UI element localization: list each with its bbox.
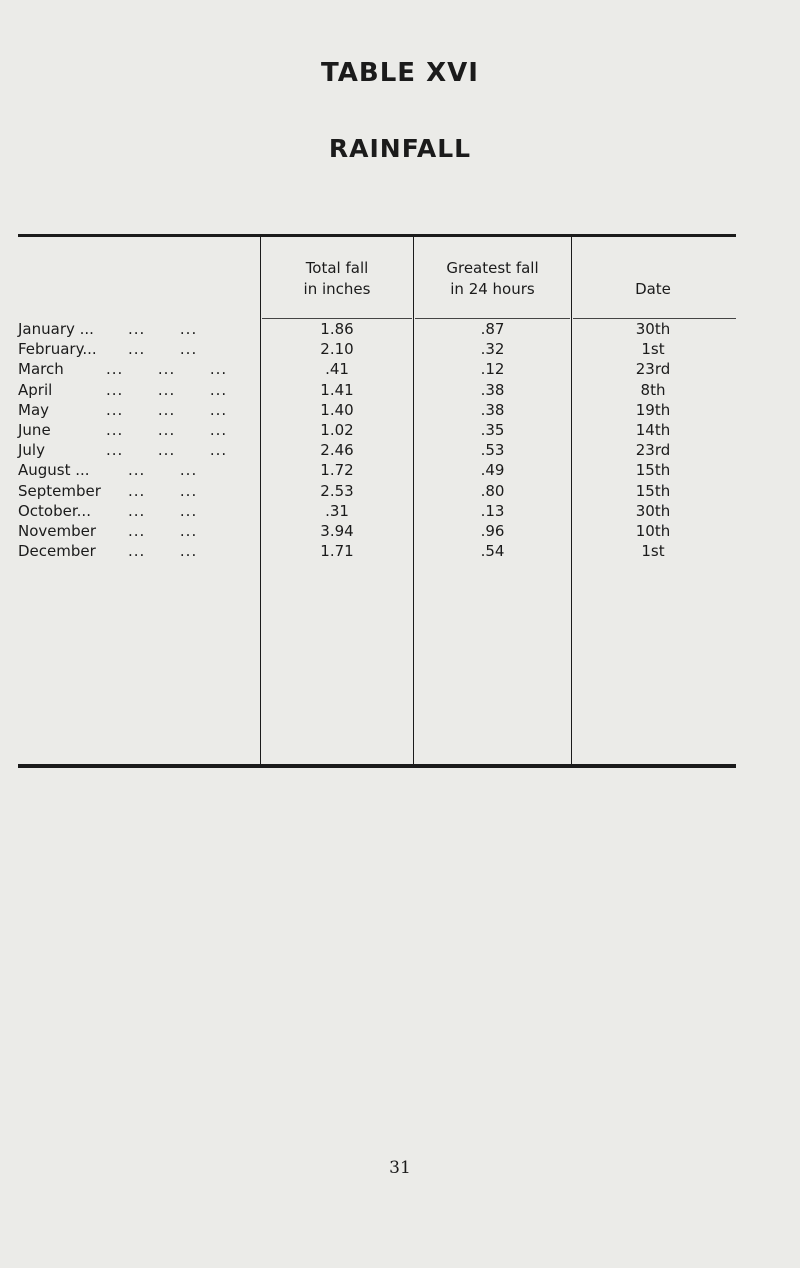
- month-cell: [18, 380, 258, 400]
- month-cell: [18, 501, 258, 521]
- date-cell: 30th: [635, 320, 671, 338]
- month-label: April: [18, 380, 53, 399]
- total-fall-cell: 3.94: [320, 521, 354, 540]
- greatest-fall-cell: .12: [480, 360, 505, 379]
- column-header-greatest-fall: [415, 258, 570, 300]
- month-label: March: [18, 360, 64, 379]
- month-cell: [18, 420, 258, 440]
- column-header-date: Date: [635, 280, 671, 298]
- table-row: [18, 380, 736, 400]
- leader-dots: ... ... ...: [106, 441, 228, 460]
- greatest-fall-cell: .32: [480, 340, 505, 359]
- date-cell: 10th: [635, 521, 671, 540]
- date-cell: 14th: [635, 420, 671, 439]
- leader-dots: ... ... ...: [106, 380, 228, 399]
- month-label: June: [18, 420, 51, 439]
- column-header-line: in 24 hours: [450, 280, 535, 298]
- table-title: TABLE XVI: [321, 58, 479, 88]
- total-fall-cell: 1.41: [320, 380, 354, 399]
- month-cell: [18, 319, 258, 339]
- date-cell: 23rd: [635, 441, 671, 460]
- leader-dots: ... ... ...: [106, 360, 228, 379]
- month-cell: [18, 541, 258, 561]
- date-cell: 19th: [635, 400, 671, 419]
- table-subtitle: RAINFALL: [328, 134, 472, 163]
- month-label: January ...: [18, 320, 94, 338]
- month-cell: [18, 359, 258, 379]
- table-row: [18, 541, 736, 561]
- leader-dots: ... ... ...: [106, 400, 228, 419]
- date-cell: 23rd: [635, 360, 671, 379]
- column-header-total-fall: [262, 258, 412, 300]
- date-cell: 8th: [640, 380, 666, 399]
- leader-dots: ... ...: [128, 521, 198, 540]
- greatest-fall-cell: .38: [480, 400, 505, 419]
- total-fall-cell: 2.53: [320, 481, 354, 500]
- date-cell: 15th: [635, 481, 671, 500]
- table-row: [18, 521, 736, 541]
- greatest-fall-cell: .38: [480, 380, 505, 399]
- total-fall-cell: 2.46: [320, 441, 354, 460]
- column-header-line: Total fall: [305, 259, 369, 277]
- greatest-fall-cell: .35: [480, 420, 505, 439]
- total-fall-cell: 1.40: [320, 400, 354, 419]
- table-row: [18, 460, 736, 480]
- leader-dots: ... ...: [128, 501, 198, 520]
- month-label: July: [18, 441, 45, 460]
- table-bottom-rule: [18, 764, 736, 768]
- date-cell: 15th: [635, 461, 671, 480]
- month-cell: [18, 521, 258, 541]
- total-fall-cell: 1.86: [320, 320, 354, 338]
- total-fall-cell: 1.02: [320, 420, 354, 439]
- total-fall-cell: 2.10: [320, 340, 354, 359]
- leader-dots: ... ...: [128, 481, 198, 500]
- total-fall-cell: .31: [325, 501, 349, 520]
- total-fall-cell: 1.72: [320, 461, 354, 480]
- leader-dots: ... ...: [128, 461, 198, 480]
- month-label: December: [18, 542, 96, 561]
- total-fall-cell: 1.71: [320, 542, 354, 561]
- table-top-rule: [18, 234, 736, 237]
- leader-dots: ... ... ...: [106, 420, 228, 439]
- month-label: November: [18, 521, 97, 540]
- table-row: [18, 359, 736, 379]
- table-row: [18, 400, 736, 420]
- month-label: May: [18, 400, 50, 419]
- month-cell: [18, 481, 258, 501]
- leader-dots: ... ...: [128, 542, 198, 561]
- greatest-fall-cell: .87: [480, 320, 505, 338]
- table-row: [18, 420, 736, 440]
- rainfall-table-body: [18, 319, 736, 561]
- greatest-fall-cell: .54: [480, 542, 505, 561]
- table-row: [18, 481, 736, 501]
- date-cell: 1st: [641, 340, 665, 359]
- month-cell: [18, 339, 258, 359]
- column-header-line: in inches: [303, 280, 371, 298]
- date-cell: 30th: [635, 501, 671, 520]
- month-label: February...: [18, 340, 97, 359]
- greatest-fall-cell: .49: [480, 461, 505, 480]
- leader-dots: ... ...: [128, 320, 198, 338]
- page-number: 31: [389, 1158, 411, 1178]
- greatest-fall-cell: .13: [480, 501, 505, 520]
- leader-dots: ... ...: [128, 340, 198, 359]
- greatest-fall-cell: .53: [480, 441, 505, 460]
- total-fall-cell: .41: [325, 360, 349, 379]
- column-header-line: Greatest fall: [446, 259, 539, 277]
- month-label: August ...: [18, 461, 90, 480]
- month-cell: [18, 400, 258, 420]
- table-row: [18, 440, 736, 460]
- month-cell: [18, 440, 258, 460]
- greatest-fall-cell: .96: [480, 521, 505, 540]
- table-row: [18, 319, 736, 339]
- date-cell: 1st: [641, 542, 665, 561]
- month-label: September: [18, 481, 101, 500]
- month-label: October...: [18, 501, 91, 520]
- greatest-fall-cell: .80: [480, 481, 505, 500]
- table-row: [18, 501, 736, 521]
- table-row: [18, 339, 736, 359]
- month-cell: [18, 460, 258, 480]
